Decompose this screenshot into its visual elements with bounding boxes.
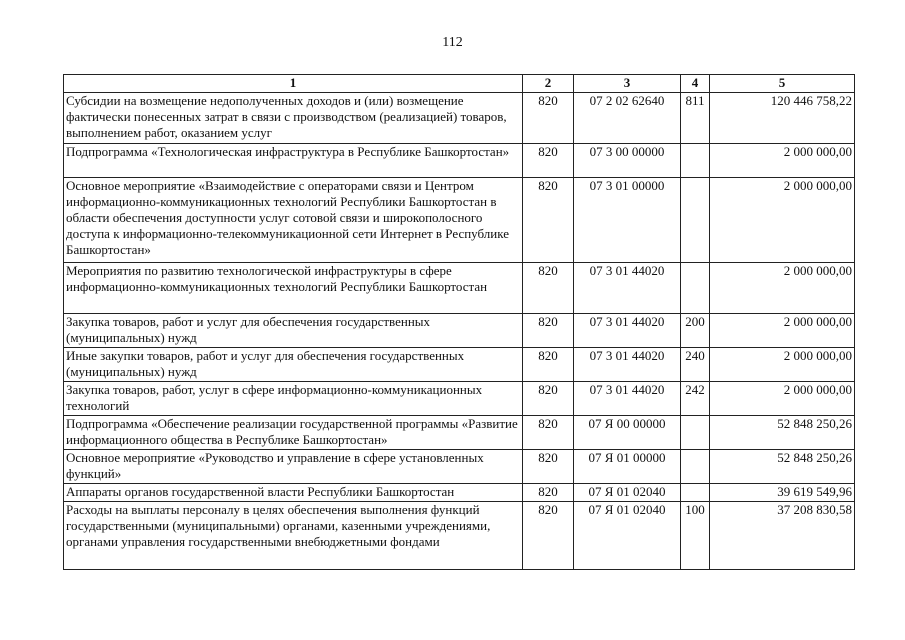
table-row — [64, 382, 855, 416]
row-ministry-code: 820 — [523, 502, 574, 570]
table-row — [64, 502, 855, 570]
row-target-code: 07 3 01 44020 — [574, 382, 681, 416]
row-amount: 2 000 000,00 — [710, 348, 855, 382]
table-row — [64, 348, 855, 382]
table-row — [64, 484, 855, 502]
table-row — [64, 263, 855, 314]
header-row — [64, 75, 855, 93]
row-ministry-code: 820 — [523, 93, 574, 144]
row-amount: 37 208 830,58 — [710, 502, 855, 570]
row-ministry-code: 820 — [523, 178, 574, 263]
row-name: Иные закупки товаров, работ и услуг для обеспечения государственных (муниципальных) нужд — [64, 348, 523, 382]
header-col-5: 5 — [710, 75, 855, 93]
row-target-code: 07 3 00 00000 — [574, 144, 681, 178]
table-row — [64, 93, 855, 144]
row-target-code: 07 Я 01 02040 — [574, 502, 681, 570]
table-row — [64, 450, 855, 484]
row-target-code: 07 2 02 62640 — [574, 93, 681, 144]
row-amount: 120 446 758,22 — [710, 93, 855, 144]
row-target-code: 07 3 01 44020 — [574, 314, 681, 348]
row-target-code: 07 3 01 44020 — [574, 263, 681, 314]
row-expense-type — [681, 144, 710, 178]
row-name: Расходы на выплаты персоналу в целях обеспечения выполнения функций государственными (муниципальными) органами, казенными учреждениями, органами управления государственными внебюджетными фондами — [64, 502, 523, 570]
row-target-code: 07 Я 00 00000 — [574, 416, 681, 450]
row-expense-type — [681, 263, 710, 314]
budget-table — [63, 74, 855, 570]
row-ministry-code: 820 — [523, 348, 574, 382]
table-row — [64, 314, 855, 348]
row-expense-type: 100 — [681, 502, 710, 570]
row-ministry-code: 820 — [523, 382, 574, 416]
row-ministry-code: 820 — [523, 263, 574, 314]
row-ministry-code: 820 — [523, 416, 574, 450]
header-col-3: 3 — [574, 75, 681, 93]
row-amount: 52 848 250,26 — [710, 450, 855, 484]
row-expense-type: 811 — [681, 93, 710, 144]
row-name: Закупка товаров, работ и услуг для обеспечения государственных (муниципальных) нужд — [64, 314, 523, 348]
row-ministry-code: 820 — [523, 484, 574, 502]
header-col-1: 1 — [64, 75, 523, 93]
row-target-code: 07 Я 01 02040 — [574, 484, 681, 502]
table-row — [64, 416, 855, 450]
row-amount: 2 000 000,00 — [710, 314, 855, 348]
row-name: Основное мероприятие «Взаимодействие с операторами связи и Центром информационно-коммуникационных технологий Республики Башкортостан в области обеспечения доступности услуг сотовой связи и широкополосного доступа к информационно-телекоммуникационной сети Интернет в Республике Башкортостан» — [64, 178, 523, 263]
row-amount: 39 619 549,96 — [710, 484, 855, 502]
row-name: Субсидии на возмещение недополученных доходов и (или) возмещение фактически понесенных затрат в связи с производством (реализацией) товаров, выполнением работ, оказанием услуг — [64, 93, 523, 144]
row-amount: 2 000 000,00 — [710, 144, 855, 178]
row-amount: 2 000 000,00 — [710, 178, 855, 263]
row-ministry-code: 820 — [523, 314, 574, 348]
row-name: Мероприятия по развитию технологической инфраструктуры в сфере информационно-коммуникационных технологий Республики Башкортостан — [64, 263, 523, 314]
row-expense-type — [681, 416, 710, 450]
header-col-4: 4 — [681, 75, 710, 93]
row-target-code: 07 3 01 44020 — [574, 348, 681, 382]
row-expense-type — [681, 450, 710, 484]
row-expense-type: 240 — [681, 348, 710, 382]
row-expense-type — [681, 178, 710, 263]
table-row — [64, 178, 855, 263]
row-name: Подпрограмма «Обеспечение реализации государственной программы «Развитие информационного общества в Республике Башкортостан» — [64, 416, 523, 450]
row-amount: 52 848 250,26 — [710, 416, 855, 450]
row-ministry-code: 820 — [523, 450, 574, 484]
row-amount: 2 000 000,00 — [710, 263, 855, 314]
row-name: Аппараты органов государственной власти Республики Башкортостан — [64, 484, 523, 502]
row-expense-type: 242 — [681, 382, 710, 416]
row-target-code: 07 3 01 00000 — [574, 178, 681, 263]
row-ministry-code: 820 — [523, 144, 574, 178]
page-number: 112 — [442, 35, 463, 50]
row-amount: 2 000 000,00 — [710, 382, 855, 416]
row-expense-type: 200 — [681, 314, 710, 348]
row-name: Основное мероприятие «Руководство и управление в сфере установленных функций» — [64, 450, 523, 484]
row-name: Закупка товаров, работ, услуг в сфере информационно-коммуникационных технологий — [64, 382, 523, 416]
row-name: Подпрограмма «Технологическая инфраструктура в Республике Башкортостан» — [64, 144, 523, 178]
table-row — [64, 144, 855, 178]
row-expense-type — [681, 484, 710, 502]
header-col-2: 2 — [523, 75, 574, 93]
row-target-code: 07 Я 01 00000 — [574, 450, 681, 484]
